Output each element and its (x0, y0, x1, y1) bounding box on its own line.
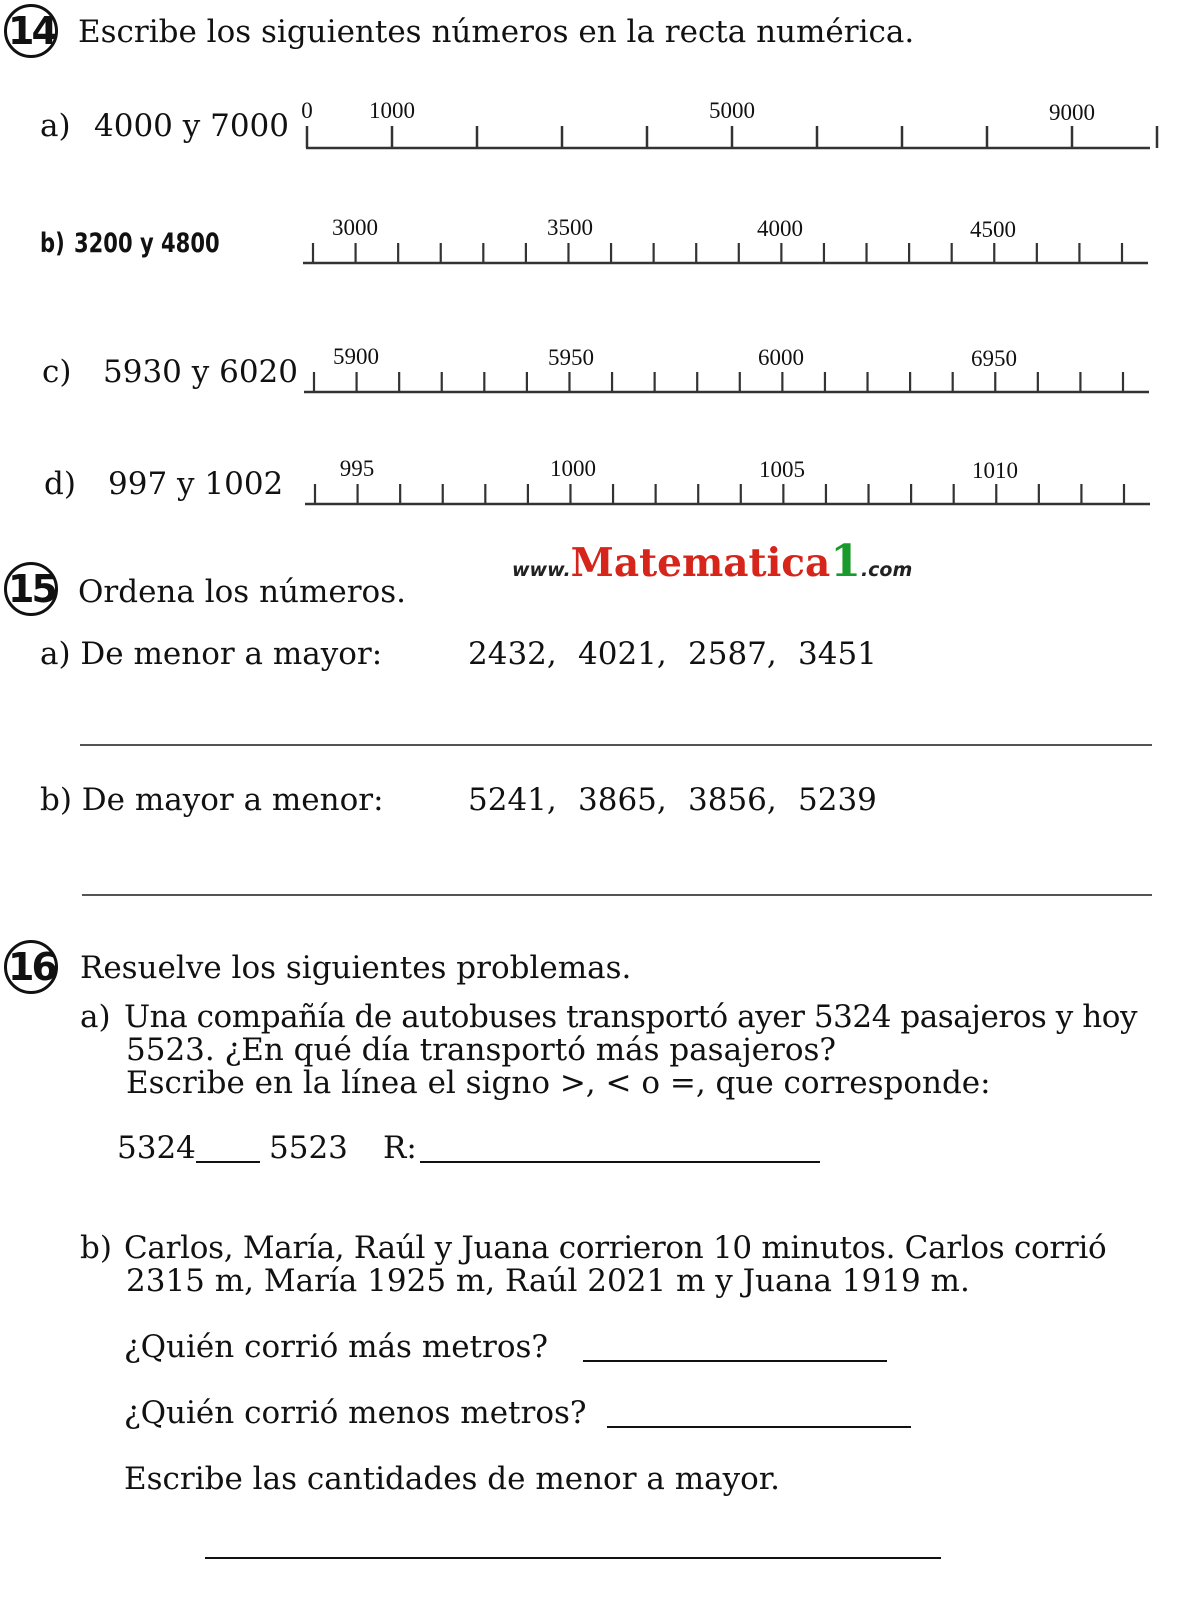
order-b-num: 3865, (578, 782, 667, 818)
row-b-text: 3200 y 4800 (74, 228, 220, 259)
problem-a-line-1: Una compañía de autobuses transportó ayer 5324 pasajeros y hoy (124, 999, 1138, 1035)
row-d-letter: d) (44, 466, 76, 502)
row-b-label: 4000 (757, 216, 803, 241)
problem-b-letter: b) (80, 1230, 112, 1266)
order-a-num: 4021, (578, 636, 667, 672)
order-a-num: 2587, (688, 636, 777, 672)
problem-a-line-2: 5523. ¿En qué día transportó más pasajeros? (126, 1032, 837, 1068)
row-c-text: 5930 y 6020 (103, 354, 299, 390)
row-d-label: 995 (339, 456, 375, 481)
compare-right: 5523 (269, 1130, 348, 1166)
row-c-letter: c) (42, 354, 72, 390)
row-b-letter: b) (40, 228, 65, 259)
order-a-num: 3451 (798, 636, 877, 672)
question-least: ¿Quién corrió menos metros? (124, 1395, 587, 1431)
row-a-letter: a) (40, 108, 71, 144)
row-a-label: 1000 (369, 98, 415, 123)
problem-b-line-2: 2315 m, María 1925 m, Raúl 2021 m y Juana 1919 m. (126, 1263, 970, 1299)
sign-blank[interactable] (196, 1161, 260, 1163)
order-a-num: 2432, (468, 636, 557, 672)
row-c-label: 5900 (333, 344, 379, 369)
row-d-label: 1000 (550, 456, 596, 481)
problem-b-line-1: Carlos, María, Raúl y Juana corrieron 10 minutos. Carlos corrió (124, 1230, 1107, 1266)
site-logo (512, 536, 912, 587)
row-a-text: 4000 y 7000 (94, 108, 290, 144)
order-b-num: 5241, (468, 782, 557, 818)
section-14-title: Escribe los siguientes números en la recta numérica. (78, 14, 915, 50)
row-a-label: 0 (301, 98, 313, 123)
order-a-label: a) De menor a mayor: (40, 636, 383, 672)
question-order: Escribe las cantidades de menor a mayor. (124, 1461, 781, 1497)
answer-line-15a[interactable] (80, 744, 1152, 746)
answer-line-15b[interactable] (82, 894, 1152, 896)
section-16-badge: 16 (4, 940, 58, 994)
row-b-label: 4500 (970, 217, 1016, 242)
row-c-label: 6000 (758, 345, 804, 370)
answer-blank-16a[interactable] (420, 1161, 820, 1163)
compare-left: 5324 (117, 1130, 196, 1166)
number-line-d (0, 0, 1194, 530)
logo-name: Matematica (570, 540, 831, 586)
answer-blank-most[interactable] (583, 1360, 887, 1362)
row-d-text: 997 y 1002 (108, 466, 284, 502)
order-b-label: b) De mayor a menor: (40, 782, 384, 818)
order-b-num: 3856, (688, 782, 777, 818)
row-b-label: 3500 (547, 215, 593, 240)
row-c-label: 5950 (548, 345, 594, 370)
row-d-label: 1010 (972, 458, 1018, 483)
answer-label: R: (383, 1130, 417, 1166)
answer-blank-least[interactable] (607, 1426, 911, 1428)
row-d-label: 1005 (759, 457, 805, 482)
row-a-label: 9000 (1049, 100, 1095, 125)
section-15-title: Ordena los números. (78, 574, 406, 610)
section-15-badge: 15 (4, 562, 58, 616)
section-14-badge: 14 (4, 4, 58, 58)
question-most: ¿Quién corrió más metros? (124, 1329, 549, 1365)
problem-a-letter: a) (80, 999, 111, 1035)
logo-one: 1 (830, 536, 861, 587)
answer-blank-order[interactable] (205, 1557, 941, 1559)
row-a-label: 5000 (709, 98, 755, 123)
logo-suffix: .com (860, 559, 913, 581)
logo-prefix: www. (512, 559, 571, 581)
section-16-title: Resuelve los siguientes problemas. (80, 950, 632, 986)
row-c-label: 6950 (971, 346, 1017, 371)
problem-a-line-3: Escribe en la línea el signo >, < o =, que corresponde: (126, 1065, 991, 1101)
row-b-label: 3000 (332, 215, 378, 240)
order-b-num: 5239 (798, 782, 877, 818)
